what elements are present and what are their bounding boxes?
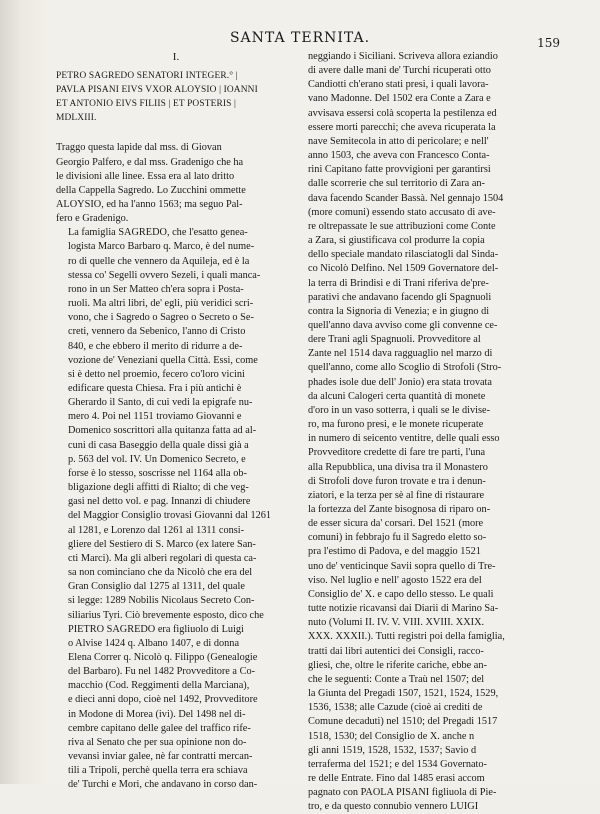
text-line: neggiando i Siciliani. Scriveva allora eziandio (308, 51, 498, 62)
text-line: alla Repubblica, una divisa tra il Monastero (308, 461, 488, 473)
section-number: I. (172, 51, 180, 63)
text-line: quell'anno, come allo Scoglio di Strofoli (Stro- (308, 362, 502, 374)
text-line: phades isole due dell' Jonio) era stata trovata (308, 376, 492, 388)
text-line: gasi nel detto vol. e pag. Innanzi di chiudere (68, 496, 251, 508)
inscription-line: PETRO SAGREDO SENATORI INTEGER.° | (56, 71, 238, 82)
text-line: fero e Gradenigo. (56, 213, 129, 225)
text-line: vevansi inviar galee, nè far contratti mercan- (68, 751, 253, 763)
text-line: pagnato con PAOLA PISANI figliuola di Pie- (308, 787, 497, 799)
text-line: Consiglio de' X. e capo dello stesso. Le quali (308, 588, 494, 600)
text-line: (more comuni) essendo stato accusato di ave- (308, 206, 496, 218)
text-line: Traggo questa lapide dal mss. di Giovan (56, 142, 222, 154)
text-line: riva al Senato che per sua opinione non do- (68, 736, 247, 748)
text-line: vono, che i Sagredo o Sagreo o Secreto o Se- (68, 312, 254, 324)
text-line: di avere dalle mani de' Turchi ricuperati otto (308, 65, 491, 77)
text-line: cembre capitano delle galee del traffico rife- (68, 722, 251, 734)
text-line: logista Marco Barbaro q. Marco, è del nume- (68, 241, 255, 253)
text-line: dere Trani agli Spagnuoli. Provveditore al (308, 334, 481, 346)
text-line: la fortezza del Zante bisognosa di riparo on- (308, 504, 491, 515)
text-line: tro, e da questo connubio vennero LUIGI (308, 801, 479, 813)
text-line: ruoli. Ma altri libri, de' egli, più veridici scri- (68, 298, 254, 310)
inscription-line: ET ANTONIO EIVS FILIIS | ET POSTERIS | (56, 98, 237, 109)
text-line: re delle Entrate. Fino dal 1485 erasi accom (308, 772, 485, 784)
text-line: vozione de' Veneziani quella Città. Essi, come (68, 354, 258, 366)
text-line: gliere del Sestiero di S. Marco (ex latere San- (68, 538, 256, 550)
text-line: Comune decaduti) nel 1510; del Pregadi 1517 (308, 716, 498, 728)
text-line: Elena Correr q. Nicolò q. Filippo (Genealogie (68, 651, 258, 663)
text-line: terraferma del 1521; e del 1534 Governato- (308, 758, 487, 770)
text-line: si legge: 1289 Nobilis Nicolaus Secreto Con- (68, 595, 255, 607)
text-line: Georgio Palfero, e dal mss. Gradenigo che ha (56, 156, 244, 168)
text-line: la terra di Brindisi e di Trani riferiva de'pre- (308, 277, 489, 289)
text-line: dalle scorrerie che sul territorio di Zara an- (308, 178, 485, 190)
text-line: co Nicolò Delfino. Nel 1509 Governatore del- (308, 263, 499, 275)
text-line: dello speciale mandato rilasciatogli dal Sinda- (308, 249, 499, 261)
text-line: Gherardo il Santo, di cui vedi la epigrafe nu- (68, 397, 253, 409)
text-line: e dieci anni dopo, cioè nel 1492, Provveditore (68, 694, 258, 706)
text-line: da alcuni Calogeri certa quantità di monete (308, 390, 486, 402)
text-line: Provveditore credette di fare tre parti, l'una (308, 447, 486, 459)
inscription (56, 70, 296, 125)
text-line: edificare questa Chiesa. Fra i più antichi è (68, 383, 242, 394)
text-line: mero 4. Poi nel 1151 troviamo Giovanni e (68, 411, 242, 423)
text-line: d'oro in un vaso sotterra, i quali se le divise- (308, 404, 491, 416)
text-line: del Barbaro). Fu nel 1482 Provveditore a Co- (68, 666, 256, 678)
text-line: comuni) in febbrajo fu il Sagredo eletto so- (308, 532, 487, 544)
page-number: 159 (537, 36, 560, 50)
text-line: o Alvise 1424 q. Albano 1407, e di donna (68, 637, 240, 649)
text-line: ro, ma furono presi, e le monete ricuperate (308, 419, 484, 431)
text-line: de' Turchi e Mori, che andavano in corso dan- (68, 779, 258, 791)
right-column-text (308, 50, 558, 814)
text-line: cti Marci). Ma gli alberi regolari di questa ca- (68, 552, 257, 564)
text-line: contra la Signoria di Venezia; e in giugno di (308, 305, 490, 317)
text-line: gliesi, che, oltre le riferite cariche, ebbe an- (308, 659, 487, 671)
text-line: nave Semitecola in atto di pericolare; e nell' (308, 135, 489, 147)
text-line: re oltrepassate le sue attribuzioni come Conte (308, 220, 496, 232)
text-line: stessa co' Segelli ovvero Sezeli, i quali manca- (68, 269, 261, 281)
text-line: La famiglia SAGREDO, che l'esatto genea- (68, 227, 248, 239)
text-line: creti, vennero da Sebenico, l'anno di Cristo (68, 326, 246, 338)
text-line: al 1281, e Lorenzo dal 1261 al 1311 consi- (68, 524, 245, 536)
text-line: bligazione degli affitti di Rialto; di che veg- (68, 482, 249, 494)
text-line: XXX. XXXII.). Tutti registri poi della famiglia, (308, 631, 505, 643)
text-line: ALOYSIO, ed ha l'anno 1563; ma seguo Pal- (56, 198, 243, 210)
text-line: vano Madonne. Del 1502 era Conte a Zara e (308, 93, 491, 105)
text-line: cuni di casa Baseggio della quale dissi già a (68, 439, 249, 451)
text-line: gli anni 1519, 1528, 1532, 1537; Savio d (308, 744, 477, 756)
paragraph-1 (56, 141, 296, 226)
text-line: forse è lo stesso, soscrisse nel 1164 alla ob- (68, 467, 247, 479)
right-column (308, 50, 558, 814)
text-line: tili a Tripoli, perchè quella terra era schiava (68, 765, 248, 777)
paragraph-3 (56, 623, 296, 793)
text-line: essere morti parecchi; che aveva ricuperata la (308, 121, 496, 133)
text-line: tutte notizie ricavansi dai Diarii di Marino Sa- (308, 603, 499, 615)
text-line: dava facendo Scander Bassà. Nel gennajo 1504 (308, 192, 504, 204)
paragraph-2 (56, 226, 296, 622)
text-line: de esser sicura da' corsari. Del 1521 (more (308, 518, 484, 530)
text-line: sa non cominciano che da Nicolò che era del (68, 567, 253, 579)
text-line: a Zara, si giustificava col produrre la copia (308, 235, 485, 247)
running-title: SANTA TERNITA. (229, 30, 371, 46)
text-line: le divisioni alle linee. Essa era al lato dritto (56, 170, 235, 182)
text-line: Domenico soscrittori alla quitanza fatta ad al- (68, 425, 257, 437)
text-line: la Giunta del Pregadi 1507, 1521, 1524, 1529, (308, 688, 499, 700)
text-line: Candiotti ch'erano stati presi, i quali lavora- (308, 79, 489, 91)
text-line: avvisava essersi colà scoperta la pestilenza ed (308, 107, 497, 119)
text-line: parativi che andavano facendo gli Spagnuoli (308, 291, 492, 303)
text-line: di Strofoli dove furon trovate e tra i denun- (308, 475, 486, 487)
text-line: anno 1503, che aveva con Francesco Conta- (308, 150, 490, 162)
text-line: ro di quelle che vennero da Aquileja, ed è la (68, 255, 250, 267)
text-line: si è detto nel proemio, fecero co'loro vicini (68, 368, 245, 380)
text-line: uno de' venticinque Savii sopra quello di Tre- (308, 560, 496, 572)
text-line: in numero di seicento ventitre, delle quali esso (308, 433, 500, 445)
text-line: che le seguenti: Conte a Traù nel 1507; del (308, 673, 485, 685)
text-line: Gran Consiglio dal 1275 al 1311, del quale (68, 581, 245, 593)
text-line: in Modone di Morea (ivi). Del 1498 nel di- (68, 708, 246, 720)
text-line: PIETRO SAGREDO era figliuolo di Luigi (68, 623, 244, 635)
text-line: quell'anno dava avviso come gli convenne ce- (308, 319, 498, 331)
text-line: pra l'estimo di Padova, e del maggio 1521 (308, 546, 481, 558)
text-line: 1518, 1530; del Consiglio de X. anche n (308, 730, 475, 742)
text-line: ziatori, e la terza per sè al fine di ristaurare (308, 489, 485, 501)
text-line: della Cappella Sagredo. Lo Zucchini ommette (56, 184, 246, 196)
text-line: del Maggior Consiglio trovasi Giovanni dal 1261 (68, 510, 272, 522)
text-line: Zante nel 1514 dava ragguaglio nel marzo di (308, 348, 493, 360)
text-line: tratti dai libri autentici dei Consigli, racco- (308, 645, 484, 657)
text-line: rono in un Ser Matteo ch'era sopra i Posta- (68, 283, 244, 295)
text-line: 1536, 1538; alle Cazude (cioè ai crediti de (308, 702, 483, 714)
text-line: rini Capitano fatte provvigioni per garantirsi (308, 164, 491, 176)
text-line: viso. Nel luglio e nell' agosto 1522 era del (308, 574, 482, 586)
left-column (56, 50, 296, 793)
text-line: siliarius Tyri. Ciò brevemente esposto, dico che (68, 609, 264, 621)
inscription-line: MDLXIII. (56, 112, 97, 123)
text-line: p. 563 del vol. IV. Un Domenico Secreto, e (68, 453, 246, 465)
text-line: nuto (Volumi II. IV. V. VIII. XVIII. XXIX. (308, 617, 485, 629)
text-line: macchio (Cod. Reggimenti della Marciana), (68, 680, 250, 692)
text-line: 840, e che ebbero il merito di ridurre a de- (68, 340, 243, 352)
inscription-line: PAVLA PISANI EIVS VXOR ALOYSIO | IOANNI (56, 84, 258, 95)
